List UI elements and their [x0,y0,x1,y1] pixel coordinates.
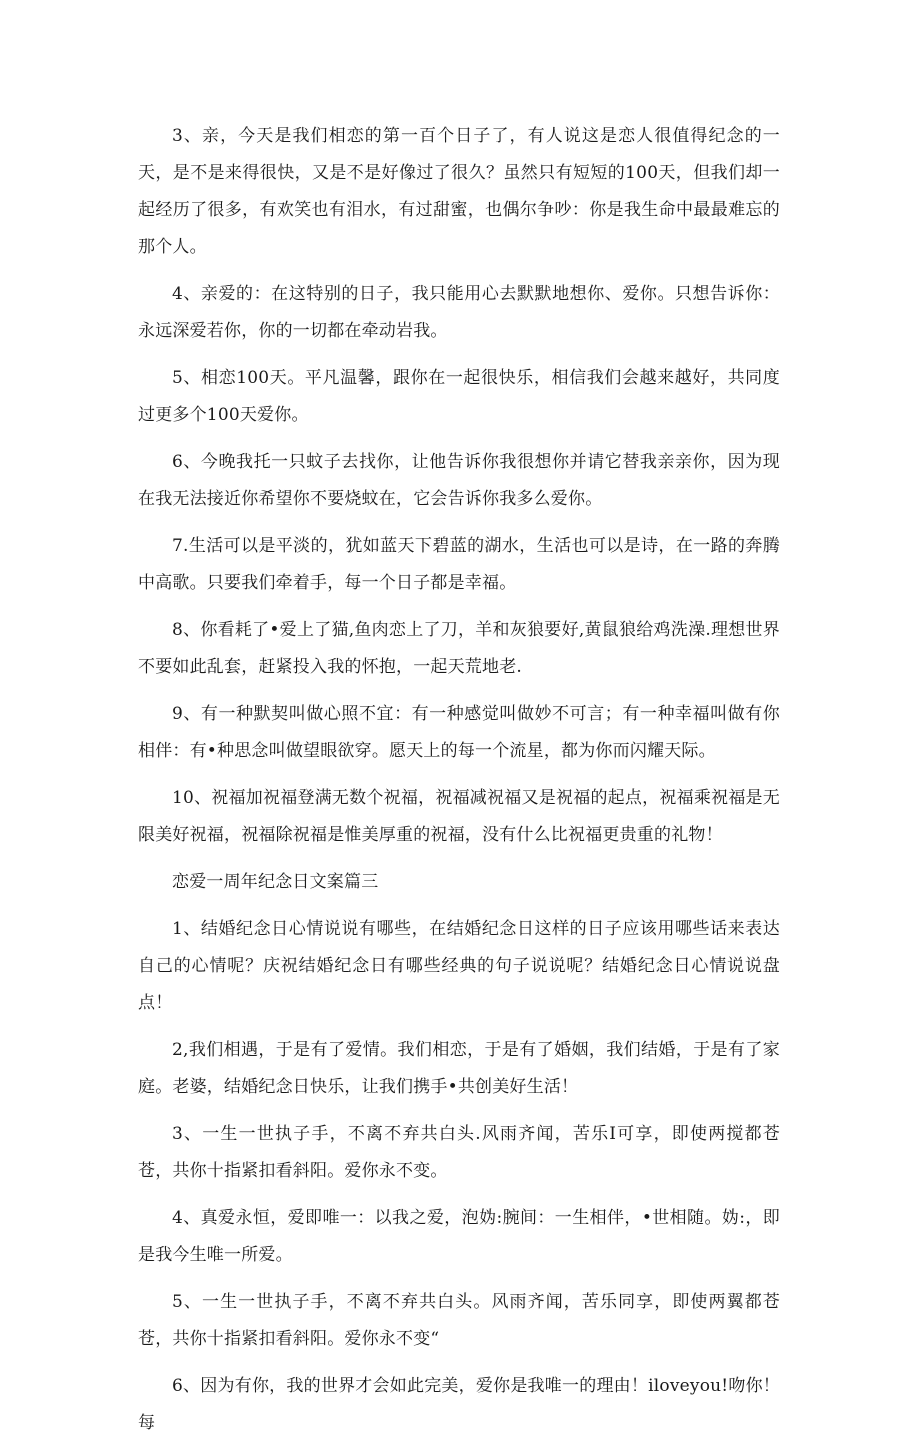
paragraph-4-special-day: 4、亲爱的：在这特别的日子，我只能用心去默默地想你、爱你。只想告诉你：永远深爱若你，你的一切都在牵动岩我。 [138,284,780,341]
paragraph-3-100-days: 3、亲，今天是我们相恋的第一百个日子了，有人说这是恋人很值得纪念的一天，是不是来得很快，又是不是好像过了很久？虽然只有短短的100天，但我们却一起经历了很多，有欢笑也有泪水，有过甜蜜，也偶尔争吵：你是我生命中最最难忘的那个人。 [138,126,780,257]
paragraph-10-blessing: 10、祝福加祝福登满无数个祝福，祝福减祝福又是祝福的起点，祝福乘祝福是无限美好祝福，祝福除祝福是惟美厚重的祝福，没有什么比祝福更贵重的礼物！ [138,788,780,845]
paragraph-anniv-2: 2,我们相遇，于是有了爱情。我们相恋，于是有了婚姻，我们结婚，于是有了家庭。老婆，结婚纪念日快乐，让我们携手•共创美好生活！ [138,1040,780,1097]
paragraph-6-mosquito: 6、今晚我托一只蚊子去找你，让他告诉你我很想你并请它替我亲亲你，因为现在我无法接近你希望你不要烧蚊在，它会告诉你我多么爱你。 [138,452,780,509]
paragraph-anniv-1: 1、结婚纪念日心情说说有哪些，在结婚纪念日这样的日子应该用哪些话来表达自己的心情呢？庆祝结婚纪念日有哪些经典的句子说说呢？结婚纪念日心情说说盘点！ [138,919,780,1013]
paragraph-5-together: 5、相恋100天。平凡温馨，跟你在一起很快乐，相信我们会越来越好，共同度过更多个100天爱你。 [138,368,780,425]
section-heading: 恋爱一周年纪念日文案篇三 [172,872,379,892]
paragraph-7-life: 7.生活可以是平淡的，犹如蓝天下碧蓝的湖水，生活也可以是诗，在一路的奔腾中高歌。只要我们牵着手，每一个日子都是幸福。 [138,536,780,593]
paragraph-anniv-5: 5、一生一世执子手，不离不弃共白头。风雨齐闻，苦乐同享，即使两翼都苍苍，共你十指紧扣看斜阳。爱你永不变“ [138,1292,780,1349]
paragraph-8-world: 8、你看耗了•爱上了猫,鱼肉恋上了刀，羊和灰狼要好,黄鼠狼给鸡洗澡.理想世界不要如此乱套，赶紧投入我的怀抱，一起天荒地老. [138,620,780,677]
paragraph-anniv-4: 4、真爱永恒，爱即唯一：以我之爱，泡妫:腕间：一生相伴，•世相随。妫:，即是我今生唯一所爱。 [138,1208,780,1265]
document-body [138,118,780,1452]
paragraph-9-tacit: 9、有一种默契叫做心照不宜：有一种感觉叫做妙不可言；有一种幸福叫做有你相伴：有•种思念叫做望眼欲穿。愿天上的每一个流星，都为你而闪耀天际。 [138,704,780,761]
paragraph-anniv-6: 6、因为有你，我的世界才会如此完美，爱你是我唯一的理由！iloveyou!吻你！每 [138,1376,780,1433]
paragraph-anniv-3: 3、一生一世执子手，不离不弃共白头.风雨齐闻，苦乐I可享，即使两搅都苍苍，共你十指紧扣看斜阳。爱你永不变。 [138,1124,780,1181]
